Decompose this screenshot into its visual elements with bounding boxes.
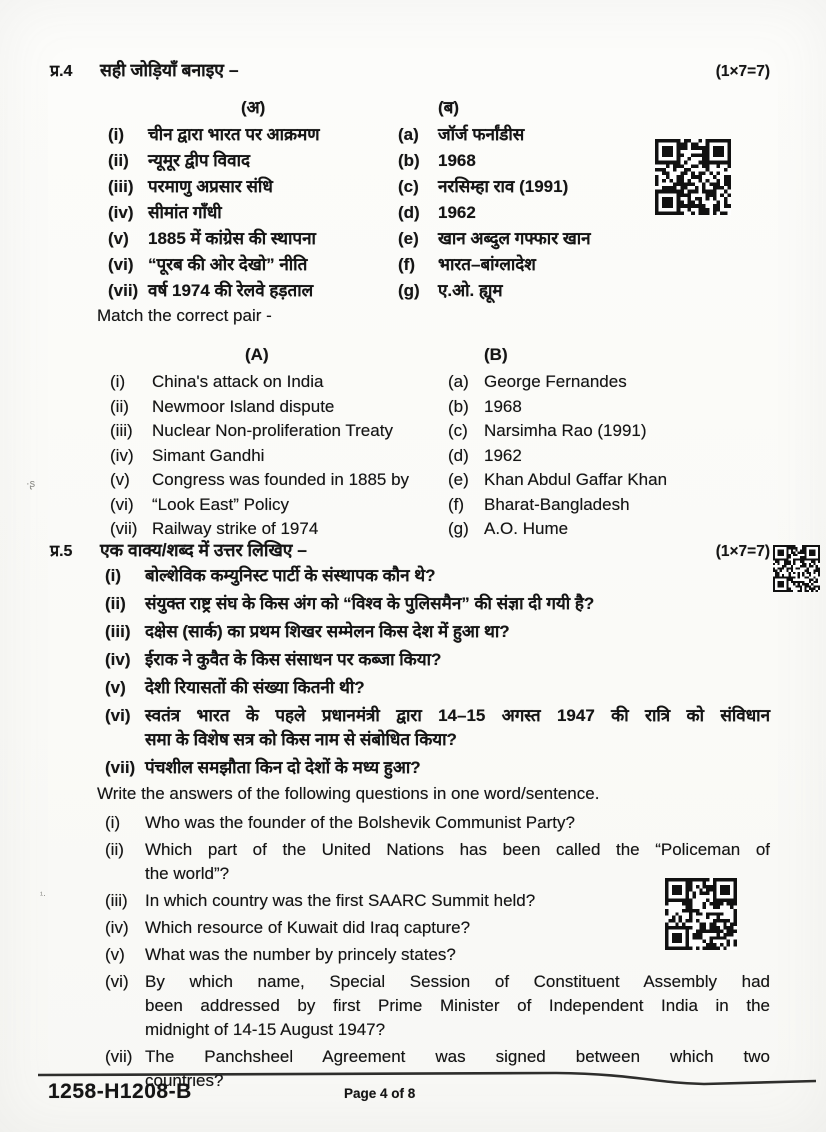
match-pair-row <box>50 372 770 397</box>
pair-roman-numeral: (i) <box>110 372 126 391</box>
pair-column-a-text: “पूरब की ओर देखो” नीति <box>148 255 308 274</box>
pair-roman-numeral: (iv) <box>108 203 134 222</box>
item-question-text: स्वतंत्र भारत के पहले प्रधानमंत्री द्वारा 14–15 अगस्त 1947 की रात्रि को संविधान समा के विशेष सत्र को किस नाम से संबोधित किया? <box>145 705 770 749</box>
pair-roman-numeral: (vii) <box>108 281 139 300</box>
pair-column-b-text: भारत–बांग्लादेश <box>438 255 536 274</box>
pair-letter: (g) <box>448 519 469 538</box>
question-5-number: प्र.5 <box>50 542 73 560</box>
item-roman-numeral: (iii) <box>105 621 131 641</box>
q4-pairs-english <box>50 372 770 544</box>
question-item-hindi <box>50 704 770 752</box>
item-question-text: बोल्शेविक कम्युनिस्ट पार्टी के संस्थापक कौन थे? <box>145 565 436 585</box>
paper-code: 1258-H1208-B <box>48 1080 192 1103</box>
pair-column-b-text: A.O. Hume <box>484 519 569 538</box>
qr-code-bottom <box>665 878 737 950</box>
pair-roman-numeral: (iii) <box>110 421 133 440</box>
question-item-hindi <box>50 676 770 700</box>
pair-letter: (a) <box>448 372 469 391</box>
question-item-hindi <box>50 620 770 644</box>
pair-column-a-text: सीमांत गाँधी <box>148 203 222 222</box>
question-item-english <box>50 970 770 1042</box>
pair-letter: (d) <box>398 203 420 222</box>
pair-letter: (b) <box>398 151 420 170</box>
item-question-text: संयुक्त राष्ट्र संघ के किस अंग को “विश्व के पुलिसमैन” की संज्ञा दी गयी है? <box>145 593 595 613</box>
item-roman-numeral: (vii) <box>105 757 136 777</box>
pair-column-a-text: Newmoor Island dispute <box>152 396 335 416</box>
question-item-english <box>50 889 770 913</box>
item-question-text: Who was the founder of the Bolshevik Communist Party? <box>145 812 575 832</box>
item-question-text: Which part of the United Nations has been called the “Policeman of the world”? <box>145 839 770 883</box>
qr-code-middle <box>773 545 820 592</box>
pair-column-b-text: 1968 <box>484 396 522 416</box>
item-roman-numeral: (v) <box>105 677 126 697</box>
item-roman-numeral: (v) <box>105 944 125 964</box>
question-item-hindi <box>50 756 770 780</box>
pair-letter: (g) <box>398 281 420 300</box>
pair-column-b-text: Narsimha Rao (1991) <box>484 421 647 440</box>
pair-roman-numeral: (v) <box>108 229 129 248</box>
pair-column-a-text: 1885 में कांग्रेस की स्थापना <box>148 229 316 248</box>
question-5-title-english: Write the answers of the following questions in one word/sentence. <box>97 783 600 803</box>
match-pair-row <box>50 421 770 446</box>
match-pair-row <box>50 226 770 252</box>
pair-column-a-text: “Look East” Policy <box>152 494 289 514</box>
question-item-hindi <box>50 648 770 672</box>
question-5-header <box>50 538 770 562</box>
pair-letter: (e) <box>398 229 419 248</box>
question-item-english <box>50 838 770 886</box>
pair-column-b-text: George Fernandes <box>484 372 627 391</box>
item-roman-numeral: (iii) <box>105 890 128 910</box>
match-pair-row <box>50 278 770 304</box>
item-roman-numeral: (i) <box>105 565 122 585</box>
pair-roman-numeral: (ii) <box>108 151 129 170</box>
match-pair-row <box>50 446 770 471</box>
pair-column-a-text: Simant Gandhi <box>152 445 265 465</box>
item-roman-numeral: (vii) <box>105 1046 133 1066</box>
pair-column-a-text: परमाणु अप्रसार संधि <box>148 177 273 196</box>
pair-roman-numeral: (iv) <box>110 445 134 465</box>
match-pair-row <box>50 252 770 278</box>
question-item-english <box>50 811 770 835</box>
page-number: Page 4 of 8 <box>344 1086 416 1101</box>
pair-roman-numeral: (ii) <box>110 396 129 416</box>
question-4-title-english: Match the correct pair - <box>97 306 272 325</box>
question-item-hindi <box>50 592 770 616</box>
pair-column-a-text: Congress was founded in 1885 by <box>152 470 410 489</box>
match-pair-row <box>50 495 770 520</box>
question-item-english <box>50 943 770 967</box>
pair-letter: (f) <box>398 255 415 274</box>
pair-letter: (a) <box>398 125 419 144</box>
scan-artifact: ¹· <box>40 890 46 900</box>
question-4-marks: (1×7=7) <box>715 63 770 80</box>
item-question-text: दक्षेस (सार्क) का प्रथम शिखर सम्मेलन किस देश में हुआ था? <box>145 621 510 641</box>
question-4-number: प्र.4 <box>50 63 73 80</box>
pair-column-a-text: Nuclear Non-proliferation Treaty <box>152 421 393 440</box>
pair-column-b-text: Bharat-Bangladesh <box>484 494 630 514</box>
pair-column-a-text: चीन द्वारा भारत पर आक्रमण <box>148 125 320 144</box>
item-question-text: देशी रियासतों की संख्या कितनी थी? <box>145 677 365 697</box>
pair-column-a-text: Railway strike of 1974 <box>152 519 319 538</box>
pair-column-a-text: वर्ष 1974 की रेलवे हड़ताल <box>148 281 314 300</box>
item-question-text: The Panchsheel Agreement was signed between which two countries? <box>145 1046 770 1090</box>
pair-roman-numeral: (iii) <box>108 177 134 196</box>
item-question-text: Which resource of Kuwait did Iraq capture? <box>145 917 471 937</box>
q4-english-column-headers <box>50 345 770 372</box>
pair-column-a-text: China's attack on India <box>152 372 324 391</box>
question-item-english <box>50 916 770 940</box>
item-roman-numeral: (iv) <box>105 917 129 937</box>
pair-roman-numeral: (i) <box>108 125 125 144</box>
item-roman-numeral: (ii) <box>105 593 126 613</box>
pair-column-a-text: न्यूमूर द्वीप विवाद <box>148 151 251 170</box>
item-question-text: In which country was the first SAARC Summit held? <box>145 890 536 910</box>
item-roman-numeral: (ii) <box>105 839 124 859</box>
pair-letter: (d) <box>448 445 469 465</box>
q5-items-english <box>50 811 770 1093</box>
pair-column-b-text: ए.ओ. ह्यूम <box>438 281 503 300</box>
item-roman-numeral: (vi) <box>105 705 131 725</box>
item-roman-numeral: (vi) <box>105 971 129 991</box>
question-4-header <box>50 58 770 82</box>
pair-column-b-text: 1968 <box>438 151 476 170</box>
pair-column-b-text: जॉर्ज फर्नांडीस <box>438 125 525 144</box>
pair-letter: (f) <box>448 494 465 514</box>
pair-column-b-text: Khan Abdul Gaffar Khan <box>484 470 668 489</box>
pair-roman-numeral: (v) <box>110 470 130 489</box>
question-5-title-hindi: एक वाक्य/शब्द में उत्तर लिखिए – <box>100 539 308 560</box>
item-question-text: By which name, Special Session of Constituent Assembly had been addressed by first Prime Minister of Independent India in the midnight of 14-15 August 1947? <box>145 971 770 1039</box>
question-5-marks: (1×7=7) <box>715 542 770 560</box>
qr-code-top <box>655 139 731 215</box>
pair-column-b-text: 1962 <box>438 203 476 222</box>
scan-artifact: ·ʂ <box>26 478 36 490</box>
match-pair-row <box>50 397 770 422</box>
item-roman-numeral: (i) <box>105 812 121 832</box>
pair-roman-numeral: (vi) <box>110 494 134 514</box>
pair-letter: (c) <box>448 421 468 440</box>
pair-letter: (c) <box>398 177 419 196</box>
match-pair-row <box>50 470 770 495</box>
q4-col-a-english: (A) <box>245 345 269 364</box>
item-question-text: What was the number by princely states? <box>145 944 456 964</box>
item-roman-numeral: (iv) <box>105 649 131 669</box>
item-question-text: पंचशील समझौता किन दो देशों के मध्य हुआ? <box>145 757 421 777</box>
q5-items-hindi <box>50 564 770 780</box>
pair-roman-numeral: (vi) <box>108 255 134 274</box>
pair-column-b-text: खान अब्दुल गफ्फार खान <box>438 229 591 248</box>
q4-col-b-english: (B) <box>484 345 508 364</box>
pair-column-b-text: नरसिम्हा राव (1991) <box>438 177 569 196</box>
pair-letter: (b) <box>448 396 469 416</box>
pair-column-b-text: 1962 <box>484 445 522 465</box>
pair-roman-numeral: (vii) <box>110 519 138 538</box>
pair-letter: (e) <box>448 470 469 489</box>
question-4-title-hindi: सही जोड़ियाँ बनाइए – <box>100 60 239 80</box>
q4-hindi-column-headers <box>50 95 770 122</box>
question-item-hindi <box>50 564 770 588</box>
item-question-text: ईराक ने कुवैत के किस संसाधन पर कब्जा किया? <box>145 649 442 669</box>
q4-col-a-hindi: (अ) <box>241 98 266 117</box>
q4-col-b-hindi: (ब) <box>438 98 460 117</box>
